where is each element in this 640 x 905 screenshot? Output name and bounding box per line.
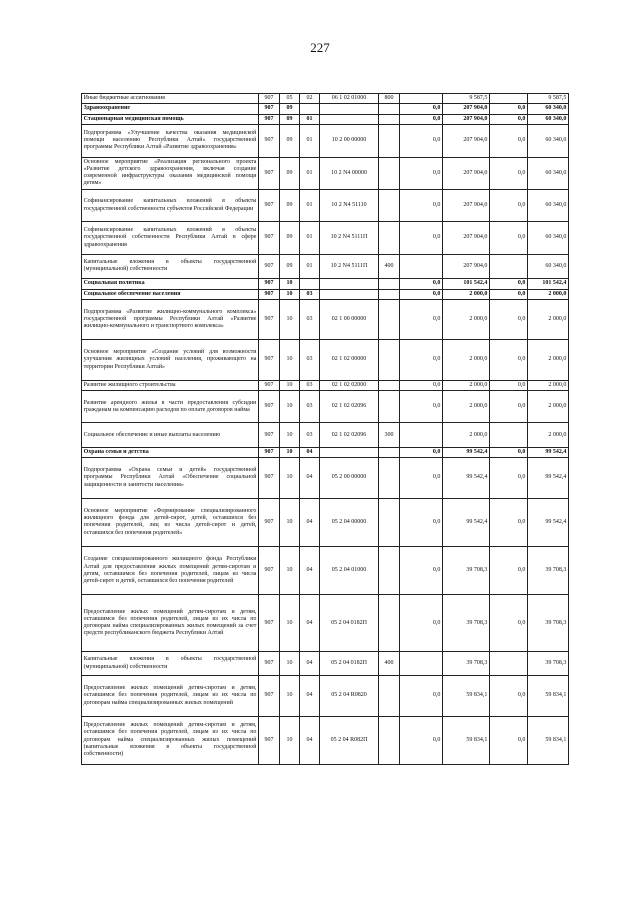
section-code: 09 xyxy=(280,104,300,114)
subsection-code: 04 xyxy=(300,716,320,764)
subsection-code: 03 xyxy=(300,289,320,299)
amount-1: 0,0 xyxy=(400,222,443,254)
expense-type-code xyxy=(379,157,400,189)
row-name: Развитие арендного жилья в части предоставления субсидии гражданам на компенсацию расходов по оплате договоров найма xyxy=(82,391,259,423)
table-row xyxy=(82,676,569,716)
admin-code: 907 xyxy=(259,595,280,651)
amount-4: 99 542,4 xyxy=(528,447,569,457)
table-row xyxy=(82,222,569,254)
expense-type-code: 800 xyxy=(379,94,400,104)
table-row xyxy=(82,498,569,546)
admin-code: 907 xyxy=(259,498,280,546)
expense-type-code: 400 xyxy=(379,651,400,675)
admin-code: 907 xyxy=(259,289,280,299)
table-row xyxy=(82,447,569,457)
subsection-code: 01 xyxy=(300,254,320,278)
target-article-code: 10 2 N4 00000 xyxy=(320,157,379,189)
amount-2: 207 904,0 xyxy=(443,114,490,124)
amount-2: 2 000,0 xyxy=(443,299,490,339)
amount-1: 0,0 xyxy=(400,157,443,189)
subsection-code: 01 xyxy=(300,189,320,221)
row-name: Капитальные вложения в объекты государственной (муниципальной) собственности xyxy=(82,651,259,675)
amount-3: 0,0 xyxy=(490,458,528,498)
target-article-code xyxy=(320,447,379,457)
amount-1: 0,0 xyxy=(400,447,443,457)
section-code: 10 xyxy=(280,547,300,595)
expense-type-code xyxy=(379,716,400,764)
amount-2: 2 000,0 xyxy=(443,289,490,299)
target-article-code: 05 2 04 0182П xyxy=(320,595,379,651)
amount-1: 0,0 xyxy=(400,289,443,299)
admin-code: 907 xyxy=(259,423,280,447)
table-row xyxy=(82,547,569,595)
row-name: Основное мероприятие «Формирование специализированного жилищного фонда для детей-сирот, детей, оставшихся без попечения родителей, лиц из числа детей-сирот и детей, оставшихся без попечения родителей» xyxy=(82,498,259,546)
amount-2: 101 542,4 xyxy=(443,279,490,289)
row-name: Здравоохранение xyxy=(82,104,259,114)
table-row xyxy=(82,458,569,498)
subsection-code: 03 xyxy=(300,340,320,380)
amount-2: 207 904,0 xyxy=(443,189,490,221)
admin-code: 907 xyxy=(259,104,280,114)
target-article-code xyxy=(320,279,379,289)
table-row xyxy=(82,125,569,157)
table-row xyxy=(82,114,569,124)
expense-type-code xyxy=(379,189,400,221)
amount-2: 39 708,3 xyxy=(443,547,490,595)
amount-2: 2 000,0 xyxy=(443,340,490,380)
row-name: Развитие жилищного строительства xyxy=(82,380,259,390)
subsection-code xyxy=(300,279,320,289)
amount-4: 60 340,0 xyxy=(528,189,569,221)
subsection-code: 03 xyxy=(300,391,320,423)
expense-type-code: 300 xyxy=(379,423,400,447)
target-article-code: 05 2 04 R082П xyxy=(320,716,379,764)
admin-code: 907 xyxy=(259,94,280,104)
target-article-code xyxy=(320,104,379,114)
section-code: 10 xyxy=(280,423,300,447)
row-name: Основное мероприятие «Создание условий для возможности улучшения жилищных условий населения, проживающего на территории Республики Алтай» xyxy=(82,340,259,380)
table-row xyxy=(82,651,569,675)
table-row xyxy=(82,254,569,278)
section-code: 10 xyxy=(280,447,300,457)
table-row xyxy=(82,380,569,390)
amount-2: 9 587,5 xyxy=(443,94,490,104)
row-name: Социальная политика xyxy=(82,279,259,289)
target-article-code: 02 1 02 00000 xyxy=(320,340,379,380)
section-code: 10 xyxy=(280,716,300,764)
row-name: Подпрограмма «Развитие жилищно-коммунального комплекса» государственной программы Республики Алтай «Развитие жилищно-коммунального и транспортного комплекса» xyxy=(82,299,259,339)
subsection-code: 01 xyxy=(300,222,320,254)
amount-3 xyxy=(490,254,528,278)
amount-2: 207 904,0 xyxy=(443,157,490,189)
subsection-code: 04 xyxy=(300,651,320,675)
amount-1: 0,0 xyxy=(400,498,443,546)
row-name: Предоставление жилых помещений детям-сиротам и детям, оставшимся без попечения родителей, лицам из их числа по договорам найма специализированных жилых помещений xyxy=(82,676,259,716)
amount-3: 0,0 xyxy=(490,104,528,114)
admin-code: 907 xyxy=(259,157,280,189)
admin-code: 907 xyxy=(259,676,280,716)
table-row xyxy=(82,595,569,651)
amount-3: 0,0 xyxy=(490,716,528,764)
amount-3: 0,0 xyxy=(490,547,528,595)
admin-code: 907 xyxy=(259,254,280,278)
expense-type-code xyxy=(379,279,400,289)
amount-4: 59 834,1 xyxy=(528,676,569,716)
admin-code: 907 xyxy=(259,340,280,380)
expense-type-code xyxy=(379,547,400,595)
row-name: Софинансирование капитальных вложений в объекты государственной собственности Республики Алтай в сфере здравоохранения xyxy=(82,222,259,254)
table-row xyxy=(82,340,569,380)
subsection-code: 02 xyxy=(300,94,320,104)
amount-3: 0,0 xyxy=(490,676,528,716)
amount-3: 0,0 xyxy=(490,125,528,157)
target-article-code: 10 2 N4 5111П xyxy=(320,222,379,254)
expense-type-code xyxy=(379,104,400,114)
admin-code: 907 xyxy=(259,299,280,339)
subsection-code: 04 xyxy=(300,676,320,716)
amount-1: 0,0 xyxy=(400,340,443,380)
amount-3: 0,0 xyxy=(490,222,528,254)
amount-2: 59 834,1 xyxy=(443,716,490,764)
admin-code: 907 xyxy=(259,391,280,423)
amount-3: 0,0 xyxy=(490,289,528,299)
amount-4: 39 708,3 xyxy=(528,595,569,651)
subsection-code: 04 xyxy=(300,595,320,651)
subsection-code: 04 xyxy=(300,547,320,595)
admin-code: 907 xyxy=(259,447,280,457)
row-name: Предоставление жилых помещений детям-сиротам и детям, оставшимся без попечения родителей, лицам из их числа по договорам найма специализированных жилых помещений (капитальные вложения в объекты государственной собственности) xyxy=(82,716,259,764)
amount-3: 0,0 xyxy=(490,498,528,546)
target-article-code: 10 2 00 00000 xyxy=(320,125,379,157)
target-article-code: 06 1 02 01000 xyxy=(320,94,379,104)
row-name: Стационарная медицинская помощь xyxy=(82,114,259,124)
amount-1: 0,0 xyxy=(400,114,443,124)
amount-2: 2 000,0 xyxy=(443,380,490,390)
amount-4: 2 000,0 xyxy=(528,380,569,390)
amount-3: 0,0 xyxy=(490,447,528,457)
amount-1: 0,0 xyxy=(400,279,443,289)
amount-4: 2 000,0 xyxy=(528,289,569,299)
row-name: Иные бюджетные ассигнования xyxy=(82,94,259,104)
subsection-code: 01 xyxy=(300,125,320,157)
expense-type-code xyxy=(379,125,400,157)
amount-1: 0,0 xyxy=(400,391,443,423)
target-article-code: 02 1 02 02000 xyxy=(320,380,379,390)
expense-type-code xyxy=(379,676,400,716)
amount-4: 99 542,4 xyxy=(528,458,569,498)
section-code: 10 xyxy=(280,279,300,289)
subsection-code: 04 xyxy=(300,498,320,546)
section-code: 10 xyxy=(280,651,300,675)
amount-4: 2 000,0 xyxy=(528,423,569,447)
amount-4: 2 000,0 xyxy=(528,340,569,380)
section-code: 10 xyxy=(280,289,300,299)
table-row xyxy=(82,94,569,104)
admin-code: 907 xyxy=(259,547,280,595)
target-article-code: 10 2 N4 51110 xyxy=(320,189,379,221)
admin-code: 907 xyxy=(259,458,280,498)
amount-2: 59 834,1 xyxy=(443,676,490,716)
row-name: Охрана семьи и детства xyxy=(82,447,259,457)
section-code: 10 xyxy=(280,391,300,423)
target-article-code: 02 1 02 02096 xyxy=(320,391,379,423)
amount-1: 0,0 xyxy=(400,104,443,114)
section-code: 09 xyxy=(280,125,300,157)
table-row xyxy=(82,289,569,299)
row-name: Софинансирование капитальных вложений в объекты государственной собственности субъектов Российской Федерации xyxy=(82,189,259,221)
admin-code: 907 xyxy=(259,380,280,390)
admin-code: 907 xyxy=(259,189,280,221)
amount-4: 9 587,5 xyxy=(528,94,569,104)
amount-1 xyxy=(400,94,443,104)
amount-3 xyxy=(490,423,528,447)
expense-type-code xyxy=(379,114,400,124)
amount-4: 60 340,0 xyxy=(528,254,569,278)
expense-type-code xyxy=(379,458,400,498)
amount-4: 39 708,3 xyxy=(528,547,569,595)
amount-2: 2 000,0 xyxy=(443,423,490,447)
subsection-code: 01 xyxy=(300,157,320,189)
expense-type-code: 400 xyxy=(379,254,400,278)
amount-1: 0,0 xyxy=(400,716,443,764)
expense-type-code xyxy=(379,380,400,390)
admin-code: 907 xyxy=(259,716,280,764)
amount-4: 99 542,4 xyxy=(528,498,569,546)
target-article-code: 05 2 00 00000 xyxy=(320,458,379,498)
expense-type-code xyxy=(379,595,400,651)
amount-4: 60 340,0 xyxy=(528,222,569,254)
table-row xyxy=(82,716,569,764)
table-row xyxy=(82,279,569,289)
subsection-code: 03 xyxy=(300,423,320,447)
target-article-code: 05 2 04 00000 xyxy=(320,498,379,546)
section-code: 10 xyxy=(280,458,300,498)
section-code: 09 xyxy=(280,222,300,254)
amount-2: 99 542,4 xyxy=(443,498,490,546)
amount-4: 2 000,0 xyxy=(528,391,569,423)
section-code: 10 xyxy=(280,380,300,390)
amount-1: 0,0 xyxy=(400,189,443,221)
admin-code: 907 xyxy=(259,114,280,124)
row-name: Подпрограмма «Охрана семьи и детей» государственной программы Республики Алтай «Обеспечение социальной защищенности и занятости населения» xyxy=(82,458,259,498)
amount-4: 60 340,0 xyxy=(528,125,569,157)
expense-type-code xyxy=(379,289,400,299)
amount-4: 60 340,0 xyxy=(528,104,569,114)
amount-3: 0,0 xyxy=(490,340,528,380)
table-row xyxy=(82,299,569,339)
amount-3: 0,0 xyxy=(490,299,528,339)
admin-code: 907 xyxy=(259,651,280,675)
amount-4: 60 340,0 xyxy=(528,114,569,124)
amount-1: 0,0 xyxy=(400,676,443,716)
amount-4: 60 340,0 xyxy=(528,157,569,189)
section-code: 10 xyxy=(280,498,300,546)
table-row xyxy=(82,423,569,447)
amount-2: 207 904,0 xyxy=(443,125,490,157)
table-row xyxy=(82,391,569,423)
amount-3: 0,0 xyxy=(490,157,528,189)
target-article-code xyxy=(320,114,379,124)
admin-code: 907 xyxy=(259,125,280,157)
amount-1: 0,0 xyxy=(400,458,443,498)
expense-type-code xyxy=(379,447,400,457)
expense-type-code xyxy=(379,340,400,380)
amount-3: 0,0 xyxy=(490,595,528,651)
section-code: 05 xyxy=(280,94,300,104)
admin-code: 907 xyxy=(259,222,280,254)
section-code: 09 xyxy=(280,189,300,221)
subsection-code: 03 xyxy=(300,380,320,390)
expense-type-code xyxy=(379,222,400,254)
row-name: Создание специализированного жилищного фонда Республики Алтай для предоставления жилых помещений детям-сиротам и детям, оставшимся без попечения родителей, лицам из числа детей-сирот и детей, оставшихся без попечения родителей xyxy=(82,547,259,595)
section-code: 10 xyxy=(280,340,300,380)
amount-2: 207 904,0 xyxy=(443,104,490,114)
amount-2: 2 000,0 xyxy=(443,391,490,423)
amount-2: 99 542,4 xyxy=(443,447,490,457)
subsection-code: 04 xyxy=(300,447,320,457)
amount-4: 59 834,1 xyxy=(528,716,569,764)
section-code: 09 xyxy=(280,254,300,278)
amount-1: 0,0 xyxy=(400,380,443,390)
target-article-code: 05 2 04 R0820 xyxy=(320,676,379,716)
target-article-code: 10 2 N4 5111П xyxy=(320,254,379,278)
amount-1: 0,0 xyxy=(400,299,443,339)
section-code: 10 xyxy=(280,299,300,339)
row-name: Основное мероприятие «Реализация регионального проекта «Развитие детского здравоохранения, включая создание современной инфраструктуры оказания медицинской помощи детям» xyxy=(82,157,259,189)
section-code: 10 xyxy=(280,676,300,716)
expense-type-code xyxy=(379,299,400,339)
amount-3 xyxy=(490,94,528,104)
subsection-code: 03 xyxy=(300,299,320,339)
amount-3: 0,0 xyxy=(490,114,528,124)
subsection-code: 04 xyxy=(300,458,320,498)
amount-1 xyxy=(400,651,443,675)
budget-table-body xyxy=(82,94,569,765)
amount-1: 0,0 xyxy=(400,125,443,157)
amount-2: 39 708,3 xyxy=(443,651,490,675)
amount-2: 207 904,0 xyxy=(443,222,490,254)
table-row xyxy=(82,104,569,114)
target-article-code: 05 2 04 0182П xyxy=(320,651,379,675)
target-article-code: 05 2 04 01000 xyxy=(320,547,379,595)
admin-code: 907 xyxy=(259,279,280,289)
row-name: Социальное обеспечение населения xyxy=(82,289,259,299)
expense-type-code xyxy=(379,391,400,423)
page-number: 227 xyxy=(310,40,330,55)
amount-1 xyxy=(400,254,443,278)
target-article-code: 02 1 00 00000 xyxy=(320,299,379,339)
amount-4: 39 708,3 xyxy=(528,651,569,675)
table-row xyxy=(82,157,569,189)
section-code: 10 xyxy=(280,595,300,651)
section-code: 09 xyxy=(280,114,300,124)
section-code: 09 xyxy=(280,157,300,189)
amount-3: 0,0 xyxy=(490,279,528,289)
subsection-code xyxy=(300,104,320,114)
amount-3: 0,0 xyxy=(490,189,528,221)
amount-4: 101 542,4 xyxy=(528,279,569,289)
amount-3 xyxy=(490,651,528,675)
row-name: Подпрограмма «Улучшение качества оказания медицинской помощи населению Республики Алтай» государственной программы Республики Алтай «Развитие здравоохранения» xyxy=(82,125,259,157)
amount-1: 0,0 xyxy=(400,547,443,595)
target-article-code: 02 1 02 02096 xyxy=(320,423,379,447)
amount-3: 0,0 xyxy=(490,391,528,423)
table-row xyxy=(82,189,569,221)
row-name: Социальное обеспечение и иные выплаты населению xyxy=(82,423,259,447)
amount-2: 99 542,4 xyxy=(443,458,490,498)
amount-4: 2 000,0 xyxy=(528,299,569,339)
row-name: Предоставление жилых помещений детям-сиротам и детям, оставшимся без попечения родителей, лицам из их числа по договорам найма специализированных жилых помещений за счет средств республиканского бюджета Республики Алтай xyxy=(82,595,259,651)
expense-type-code xyxy=(379,498,400,546)
amount-1: 0,0 xyxy=(400,595,443,651)
subsection-code: 01 xyxy=(300,114,320,124)
amount-1 xyxy=(400,423,443,447)
target-article-code xyxy=(320,289,379,299)
amount-3: 0,0 xyxy=(490,380,528,390)
budget-table xyxy=(81,93,569,765)
amount-2: 207 904,0 xyxy=(443,254,490,278)
row-name: Капитальные вложения в объекты государственной (муниципальной) собственности xyxy=(82,254,259,278)
amount-2: 39 708,3 xyxy=(443,595,490,651)
